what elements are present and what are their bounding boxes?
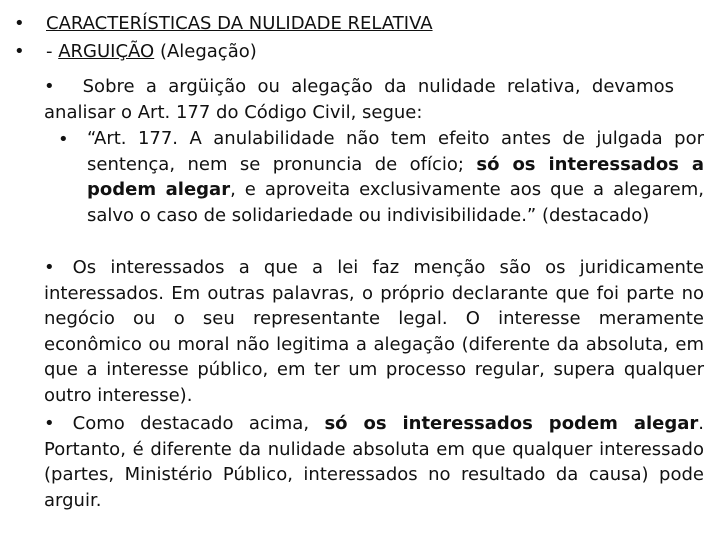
paragraph-2 — [44, 255, 704, 408]
subtitle-bullet: • — [14, 41, 25, 62]
paragraph-3-bullet: • — [44, 413, 55, 434]
paragraph-2-bullet: • — [44, 257, 55, 278]
paragraph-3-bold: só os interessados podem alegar — [324, 413, 699, 434]
paragraph-3-text-1: Como destacado acima, — [72, 413, 325, 434]
subtitle-underlined: ARGUIÇÃO — [58, 41, 155, 62]
paragraph-3 — [44, 411, 704, 513]
paragraph-3-text-2: . Portanto, é diferente da nulidade absoluta em que qualquer interessado (partes, Ministério Público, interessados no resultado da causa) pode arguir. — [44, 413, 705, 511]
quote-bullet: • — [58, 129, 69, 150]
quote-text-1: “Art. 177. A anulabilidade não tem efeito antes de julgada por sentença, nem se pronuncia de ofício; — [87, 128, 704, 175]
slide-subtitle — [46, 39, 257, 65]
quote-bold: só os interessados a podem alegar — [87, 153, 704, 200]
paragraph-2-text: Os interessados a que a lei faz menção são os juridicamente interessados. Em outras palavras, o próprio declarante que foi parte no negócio ou o seu representante legal. O interesse meramente econômico ou moral não legitima a alegação (diferente da absoluta, em que a interesse público, em ter um processo regular, supera qualquer outro interesse). — [44, 257, 704, 406]
quote-paragraph — [87, 126, 704, 228]
paragraph-1-text: Sobre a argüição ou alegação da nulidade relativa, devamos analisar o Art. 177 do Código Civil, segue: — [44, 76, 674, 123]
subtitle-prefix: - — [46, 41, 59, 62]
slide-title: CARACTERÍSTICAS DA NULIDADE RELATIVA — [46, 13, 433, 34]
paragraph-1-bullet: • — [44, 76, 55, 97]
subtitle-suffix: (Alegação) — [154, 41, 257, 62]
quote-text-2: , e aproveita exclusivamente aos que a alegarem, salvo o caso de solidariedade ou indivisibilidade.” (destacado) — [87, 179, 704, 226]
title-bullet: • — [14, 13, 25, 34]
paragraph-1 — [44, 74, 674, 125]
